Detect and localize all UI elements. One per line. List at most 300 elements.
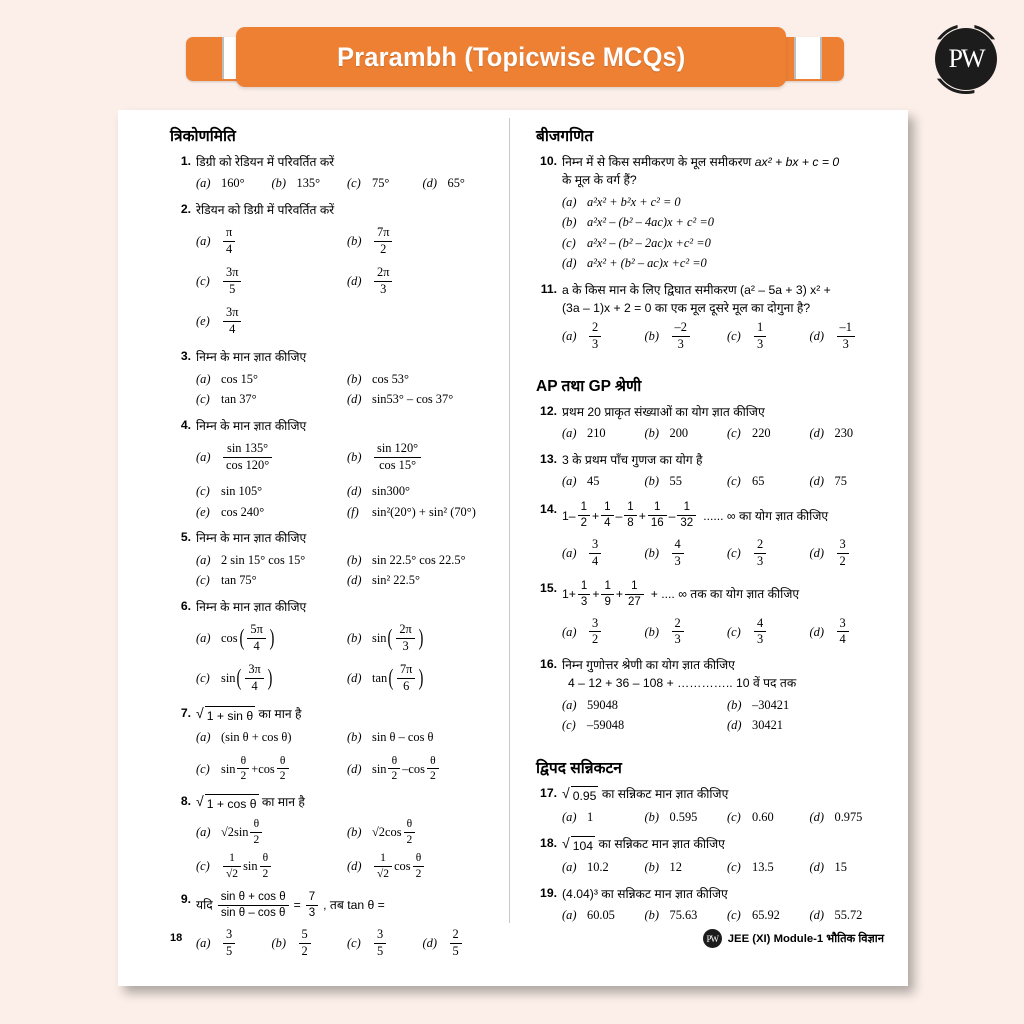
- option-label: (b): [644, 907, 659, 922]
- option-label: (d): [347, 670, 362, 685]
- option-a[interactable]: [562, 905, 645, 926]
- question-number: 18.: [540, 835, 557, 850]
- option-d[interactable]: [727, 715, 892, 736]
- question-text: [196, 793, 498, 813]
- square-root-expression: [196, 706, 255, 725]
- question-number: 2.: [180, 201, 191, 216]
- option-value-fraction: [589, 617, 601, 648]
- option-c[interactable]: [196, 389, 347, 410]
- option-value: 230: [834, 425, 854, 440]
- option-value: sin 22.5° cos 22.5°: [372, 552, 466, 567]
- option-value: –59048: [587, 718, 625, 733]
- fraction-numerator: 3π: [223, 306, 241, 322]
- option-b[interactable]: [645, 807, 728, 828]
- option-label: (c): [196, 761, 210, 776]
- option-b[interactable]: [645, 905, 728, 926]
- option-c[interactable]: [727, 536, 810, 570]
- option-a[interactable]: [196, 815, 347, 849]
- question-number: 16.: [540, 656, 557, 671]
- question-text: निम्न गुणोत्तर श्रेणी का योग ज्ञात कीजिए: [562, 657, 735, 672]
- option-value-fraction: [299, 928, 311, 959]
- option-c[interactable]: [196, 752, 347, 786]
- option-a[interactable]: [196, 173, 272, 194]
- options-grid: [562, 695, 892, 736]
- question-18: [536, 835, 892, 882]
- trig-function: cos: [408, 761, 425, 776]
- option-label: (c): [196, 573, 210, 588]
- option-d[interactable]: [810, 615, 893, 649]
- fraction-numerator: 3: [837, 538, 849, 554]
- banner-plate: [236, 27, 786, 87]
- fraction-numerator: θ: [427, 755, 439, 770]
- option-label: (c): [727, 624, 741, 639]
- trig-function: sin: [221, 670, 236, 685]
- rhs-fraction: [306, 891, 318, 920]
- option-value-fraction: [754, 538, 766, 569]
- option-label: (a): [562, 907, 577, 922]
- option-value-fraction: [374, 266, 392, 297]
- fraction-denominator: 9: [604, 596, 611, 609]
- radical-sign: √: [562, 784, 570, 801]
- fraction-numerator: sin 135°: [223, 442, 272, 458]
- option-value: a²x² + b²x + c² = 0: [587, 194, 681, 209]
- option-b[interactable]: [645, 615, 728, 649]
- parenthesized-fraction: [238, 623, 276, 654]
- question-number: 5.: [180, 530, 191, 545]
- trig-function: cos: [221, 630, 238, 645]
- option-value: sin300°: [372, 484, 411, 499]
- option-e[interactable]: [196, 301, 347, 341]
- question-text: [562, 785, 892, 805]
- option-d[interactable]: [810, 857, 893, 878]
- option-value: 200: [669, 425, 689, 440]
- option-c[interactable]: [347, 926, 423, 960]
- option-value: 1: [587, 810, 594, 825]
- option-c[interactable]: [727, 905, 810, 926]
- question-text: 3 के प्रथम पाँच गुणज का योग है: [562, 452, 703, 467]
- option-value-fraction: [754, 617, 766, 648]
- pw-logo-text: PW: [948, 44, 984, 73]
- sign: –: [668, 508, 676, 523]
- option-value: 55: [669, 473, 682, 488]
- trig-function: sin: [372, 630, 387, 645]
- options-row: [562, 423, 892, 444]
- option-b[interactable]: [347, 221, 498, 261]
- option-value: 55.72: [834, 907, 863, 922]
- option-d[interactable]: [347, 389, 498, 410]
- fraction-denominator: 5: [229, 281, 236, 296]
- option-b[interactable]: [272, 173, 348, 194]
- question-text-tail: का मान है: [261, 794, 305, 809]
- option-a[interactable]: [562, 320, 645, 354]
- option-d[interactable]: [810, 536, 893, 570]
- fraction-numerator: 1: [624, 501, 636, 516]
- option-value-fraction: [223, 266, 241, 297]
- option-label: (c): [196, 392, 210, 407]
- fraction-denominator: 3: [677, 337, 684, 352]
- fraction-numerator: 1: [625, 580, 644, 595]
- fraction-numerator: 3: [374, 928, 386, 944]
- option-value: sin² 22.5°: [372, 573, 420, 588]
- options-row: [196, 926, 498, 960]
- trig-function: cos: [385, 824, 402, 839]
- question-number: 8.: [180, 793, 191, 808]
- option-c[interactable]: [196, 481, 347, 502]
- trig-function: sin: [221, 761, 236, 776]
- option-label: (a): [196, 176, 211, 191]
- fraction-numerator: 1: [223, 852, 241, 867]
- option-value-fraction: [837, 538, 849, 569]
- fraction-denominator: 3: [674, 553, 681, 568]
- option-value: (sin θ + cos θ): [221, 730, 292, 745]
- option-a[interactable]: [562, 423, 645, 444]
- paren-left: (: [387, 624, 393, 651]
- option-d[interactable]: [810, 423, 893, 444]
- left-column: [118, 110, 510, 986]
- paren-left: (: [236, 664, 242, 691]
- option-value: sin θ – cos θ: [372, 730, 434, 745]
- option-label: (a): [196, 730, 211, 745]
- option-a[interactable]: [196, 221, 347, 261]
- option-a[interactable]: [562, 615, 645, 649]
- option-label: (c): [196, 858, 210, 873]
- option-d[interactable]: [423, 926, 499, 960]
- option-label: (a): [562, 859, 577, 874]
- fraction-denominator: 3: [592, 337, 599, 352]
- option-b[interactable]: [645, 536, 728, 570]
- options-row: [562, 471, 892, 492]
- fraction-numerator: 3: [223, 928, 235, 944]
- fraction-denominator: √2: [377, 867, 390, 880]
- series-lead: 1: [562, 508, 569, 523]
- option-label: (c): [562, 718, 576, 733]
- fraction-denominator: 4: [253, 638, 260, 653]
- fraction-numerator: 5π: [247, 623, 265, 639]
- option-value: 15: [834, 859, 847, 874]
- fraction-numerator: 5: [299, 928, 311, 944]
- question-number: 7.: [180, 706, 191, 721]
- option-b[interactable]: [645, 857, 728, 878]
- section-heading-trigonometry: त्रिकोणमिति: [170, 128, 236, 145]
- option-e[interactable]: [196, 502, 347, 523]
- question-14: [536, 501, 892, 574]
- question-4: [170, 417, 498, 527]
- option-b[interactable]: [347, 369, 498, 390]
- options-list: [562, 192, 892, 274]
- fraction-denominator: 2: [301, 943, 308, 958]
- equals-sign: =: [293, 898, 301, 913]
- question-10: [536, 153, 892, 278]
- question-number: 19.: [540, 885, 557, 900]
- fraction-numerator: 1: [648, 501, 667, 516]
- option-value: sin²(20°) + sin² (70°): [372, 504, 476, 519]
- fraction-denominator: 3: [674, 632, 681, 647]
- option-value: 45: [587, 473, 600, 488]
- option-a[interactable]: [196, 369, 347, 390]
- option-b[interactable]: [347, 550, 498, 571]
- option-label: (b): [347, 233, 362, 248]
- option-value-fraction: [223, 928, 235, 959]
- option-b[interactable]: [727, 695, 892, 716]
- fraction-denominator: 4: [839, 632, 846, 647]
- question-number: 4.: [180, 417, 191, 432]
- option-d[interactable]: [810, 905, 893, 926]
- question-9: [170, 891, 498, 964]
- option-label: (c): [727, 545, 741, 560]
- fraction-denominator: cos 120°: [226, 457, 270, 472]
- option-b[interactable]: [347, 727, 498, 748]
- option-b[interactable]: [645, 320, 728, 354]
- option-label: (d): [347, 392, 362, 407]
- option-label: (a): [562, 624, 577, 639]
- option-b[interactable]: [347, 618, 498, 658]
- option-a[interactable]: [562, 471, 645, 492]
- option-d[interactable]: [423, 173, 499, 194]
- page-number: 18: [170, 932, 183, 944]
- option-f[interactable]: [347, 502, 498, 523]
- option-label: (a): [562, 810, 577, 825]
- option-label: (c): [727, 425, 741, 440]
- option-c[interactable]: [196, 849, 347, 883]
- fraction-denominator: 6: [403, 678, 410, 693]
- fraction-denominator: 3: [757, 337, 764, 352]
- fraction-denominator: 3: [380, 281, 387, 296]
- fraction-denominator: 2: [429, 770, 436, 783]
- option-label: (b): [347, 552, 362, 567]
- option-value: tan 75°: [221, 573, 257, 588]
- option-label: (b): [347, 371, 362, 386]
- option-value-fraction: [837, 321, 855, 352]
- fraction-denominator: 4: [226, 241, 233, 256]
- option-d[interactable]: [810, 807, 893, 828]
- question-17: [536, 785, 892, 832]
- fraction-numerator: θ: [260, 852, 272, 867]
- option-value: 160°: [221, 176, 245, 191]
- option-c[interactable]: [562, 233, 892, 254]
- option-c[interactable]: [196, 658, 347, 698]
- right-column: [510, 110, 908, 986]
- options-grid: [196, 221, 498, 341]
- option-label: (d): [422, 176, 437, 191]
- pw-footer-logo-icon: PW: [703, 929, 722, 948]
- option-label: (b): [727, 697, 742, 712]
- option-value-fraction: [374, 226, 392, 257]
- option-label: (b): [644, 810, 659, 825]
- fraction-numerator: 4: [672, 538, 684, 554]
- question-text: [562, 153, 892, 171]
- option-a[interactable]: [562, 536, 645, 570]
- option-label: (a): [196, 233, 211, 248]
- fraction-numerator: 1: [374, 852, 392, 867]
- fraction-denominator: √2: [226, 867, 239, 880]
- footer-brand-text: JEE (XI) Module-1 भौतिक विज्ञान: [727, 933, 884, 945]
- question-text: [562, 835, 892, 855]
- trig-function: sin: [234, 824, 249, 839]
- option-label: (e): [196, 504, 210, 519]
- radical-sign: √: [196, 792, 204, 809]
- question-text: [562, 885, 892, 903]
- option-label: (c): [727, 329, 741, 344]
- question-number: 3.: [180, 349, 191, 364]
- fraction-numerator: 1: [578, 501, 590, 516]
- option-c[interactable]: [727, 857, 810, 878]
- fraction-denominator: 2: [839, 553, 846, 568]
- pw-logo-icon: [935, 28, 997, 90]
- paren-right: ): [267, 664, 273, 691]
- option-a[interactable]: [196, 437, 347, 477]
- option-c[interactable]: [727, 320, 810, 354]
- option-label: (a): [562, 425, 577, 440]
- question-number: 15.: [540, 581, 557, 596]
- option-value: a²x² – (b² – 2ac)x +c² =0: [587, 235, 711, 250]
- option-c[interactable]: [196, 261, 347, 301]
- trig-function: cos: [258, 761, 275, 776]
- question-19: [536, 885, 892, 930]
- series-term-2: [592, 501, 616, 530]
- options-grid: [196, 618, 498, 698]
- option-value: 59048: [587, 697, 618, 712]
- fraction-denominator: 4: [604, 517, 611, 530]
- option-value: 2 sin 15° cos 15°: [221, 552, 306, 567]
- option-value: 0.595: [669, 810, 698, 825]
- options-grid-2: [196, 481, 498, 522]
- question-text-tail: का मान है: [258, 707, 302, 722]
- header-banner-area: [0, 22, 1024, 92]
- radicand: 1 + sin θ: [205, 706, 255, 725]
- series-tail: + .... ∞ तक का योग ज्ञात कीजिए: [650, 587, 800, 602]
- sign: +: [592, 587, 600, 602]
- question-3: [170, 348, 498, 414]
- series-term-3: [616, 501, 639, 530]
- option-b[interactable]: [562, 212, 892, 233]
- options-grid-2: [196, 752, 498, 786]
- series-term-1: [569, 501, 592, 530]
- option-label: (a): [562, 194, 577, 209]
- option-label: (a): [562, 473, 577, 488]
- option-d[interactable]: [347, 261, 498, 301]
- option-value-fraction: [374, 442, 421, 473]
- option-value: 75°: [372, 176, 390, 191]
- option-c[interactable]: [196, 570, 347, 591]
- fraction-denominator: 5: [377, 943, 384, 958]
- fraction-numerator: 7π: [374, 226, 392, 242]
- option-label: (d): [347, 761, 362, 776]
- option-value: 65°: [447, 176, 465, 191]
- option-d[interactable]: [347, 658, 498, 698]
- option-d[interactable]: [810, 320, 893, 354]
- series-lead: 1: [562, 587, 569, 602]
- option-c[interactable]: [727, 807, 810, 828]
- question-text-part1: a के किस मान के लिए द्विघात समीकरण (a² – 5a + 3) x² +: [562, 283, 831, 298]
- option-d[interactable]: [562, 253, 892, 274]
- question-number: 10.: [540, 154, 557, 168]
- fraction-denominator: 3: [580, 596, 588, 609]
- option-a[interactable]: [562, 807, 645, 828]
- option-a[interactable]: [562, 857, 645, 878]
- trig-function: sin: [243, 858, 258, 873]
- option-d[interactable]: [347, 849, 498, 883]
- option-label: (c): [196, 273, 210, 288]
- option-label: (a): [196, 824, 211, 839]
- banner-title: Prarambh (Topicwise MCQs): [336, 41, 686, 72]
- series-term-5: [669, 501, 699, 530]
- option-value: 65: [752, 473, 765, 488]
- square-root-expression: [562, 836, 595, 855]
- question-text-part2: के मूल के वर्ग हैं?: [562, 173, 637, 188]
- option-value-fraction: [754, 321, 766, 352]
- option-label: (c): [727, 859, 741, 874]
- option-label: (a): [196, 449, 211, 464]
- fraction-numerator: sin θ + cos θ: [218, 891, 289, 906]
- question-text: रेडियन को डिग्री में परिवर्तित करें: [196, 202, 335, 217]
- option-label: (c): [347, 176, 361, 191]
- option-c[interactable]: [727, 471, 810, 492]
- option-c[interactable]: [347, 173, 423, 194]
- option-d[interactable]: [810, 471, 893, 492]
- option-b[interactable]: [272, 926, 348, 960]
- sign: +: [568, 587, 576, 602]
- option-c[interactable]: [727, 615, 810, 649]
- question-2: [170, 201, 498, 345]
- options-grid: [196, 437, 498, 477]
- fraction-numerator: θ: [388, 755, 400, 770]
- option-value: 75.63: [669, 907, 698, 922]
- option-label: (d): [347, 858, 362, 873]
- operator: –: [402, 761, 409, 776]
- fraction-numerator: π: [223, 226, 235, 242]
- fraction-numerator: 3: [589, 617, 601, 633]
- question-text: प्रथम 20 प्राकृत संख्याओं का योग ज्ञात कीजिए: [562, 404, 765, 419]
- page-sheet: [118, 110, 908, 986]
- option-c[interactable]: [727, 423, 810, 444]
- option-label: (d): [809, 545, 824, 560]
- option-label: (b): [347, 730, 362, 745]
- question-number: 12.: [540, 403, 557, 418]
- option-label: (b): [562, 215, 577, 230]
- fraction-denominator: 2: [592, 632, 599, 647]
- fraction-numerator: 2: [754, 538, 766, 554]
- option-b[interactable]: [645, 471, 728, 492]
- question-number: 14.: [540, 502, 557, 517]
- option-label: (b): [644, 859, 659, 874]
- option-a[interactable]: [562, 192, 892, 213]
- question-8: [170, 793, 498, 887]
- fraction-numerator: 2: [672, 617, 684, 633]
- fraction-denominator: 3: [842, 337, 849, 352]
- option-value: 0.975: [834, 810, 863, 825]
- fraction-denominator: 2: [262, 867, 269, 880]
- option-d[interactable]: [347, 570, 498, 591]
- option-d[interactable]: [347, 481, 498, 502]
- fraction-numerator: –2: [672, 321, 690, 337]
- option-b[interactable]: [645, 423, 728, 444]
- option-c[interactable]: [562, 715, 727, 736]
- option-a[interactable]: [196, 926, 272, 960]
- option-a[interactable]: [196, 618, 347, 658]
- series-term-4: [639, 501, 669, 530]
- options-row: [562, 905, 892, 926]
- option-label: (b): [644, 329, 659, 344]
- option-b[interactable]: [347, 437, 498, 477]
- options-row: [562, 320, 892, 354]
- option-b[interactable]: [347, 815, 498, 849]
- option-d[interactable]: [347, 752, 498, 786]
- option-a[interactable]: [562, 695, 727, 716]
- coefficient-fraction: [223, 852, 241, 881]
- option-a[interactable]: [196, 727, 347, 748]
- option-value: 75: [834, 473, 847, 488]
- option-a[interactable]: [196, 550, 347, 571]
